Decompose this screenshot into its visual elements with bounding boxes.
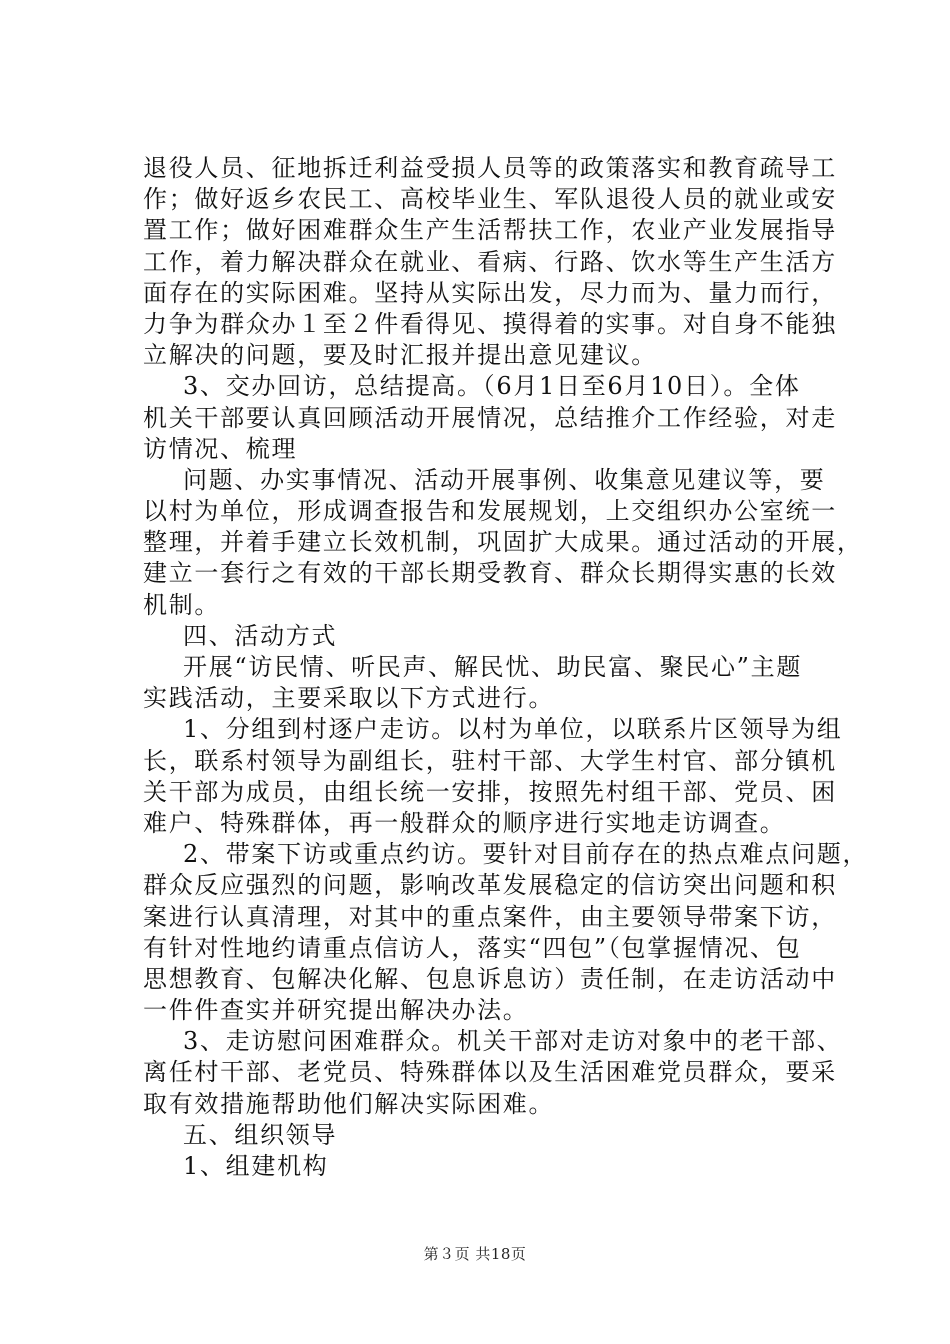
text-line: 面存在的实际困难。坚持从实际出发，尽力而为、量力而行， bbox=[143, 278, 837, 307]
text-line: 一件件查实并研究提出解决办法。 bbox=[143, 996, 529, 1025]
text-line: 机关干部要认真回顾活动开展情况，总结推介工作经验，对走 bbox=[143, 403, 837, 432]
text-line: 工作，着力解决群众在就业、看病、行路、饮水等生产生活方 bbox=[143, 247, 837, 276]
page-footer: 第３页 共18页 bbox=[423, 1245, 527, 1263]
text-line: 开展“访民情、听民声、解民忧、助民富、聚民心”主题 bbox=[183, 653, 803, 681]
text-line: 思想教育、包解决化解、包息诉息访）责任制，在走访活动中 bbox=[143, 964, 837, 993]
text-line: 1、分组到村逐户走访。以村为单位，以联系片区领导为组 bbox=[183, 715, 843, 744]
text-line: 3、交办回访，总结提高。（6月1日至6月10日）。全体 bbox=[183, 372, 801, 401]
text-line: 以村为单位，形成调查报告和发展规划，上交组织办公室统一 bbox=[143, 497, 837, 526]
document-body bbox=[143, 153, 869, 1182]
text-line: 四、活动方式 bbox=[183, 621, 338, 650]
text-line: 建立一套行之有效的干部长期受教育、群众长期得实惠的长效 bbox=[143, 559, 837, 588]
text-line: 长，联系村领导为副组长，驻村干部、大学生村官、部分镇机 bbox=[143, 746, 837, 775]
text-line: 群众反应强烈的问题，影响改革发展稳定的信访突出问题和积 bbox=[143, 871, 837, 900]
text-line: 访情况、梳理 bbox=[143, 434, 298, 463]
text-line: 整理，并着手建立长效机制，巩固扩大成果。通过活动的开展， bbox=[143, 528, 863, 557]
text-line: 作；做好返乡农民工、高校毕业生、军队退役人员的就业或安 bbox=[143, 185, 837, 214]
text-line: 有针对性地约请重点信访人，落实“四包”（包掌握情况、包 bbox=[143, 933, 802, 962]
text-line: 实践活动，主要采取以下方式进行。 bbox=[143, 684, 555, 713]
text-line: 退役人员、征地拆迁利益受损人员等的政策落实和教育疏导工 bbox=[143, 154, 837, 182]
text-line: 2、带案下访或重点约访。要针对目前存在的热点难点问题， bbox=[183, 840, 869, 869]
text-line: 关干部为成员，由组长统一安排，按照先村组干部、党员、困 bbox=[143, 777, 837, 806]
text-line: 3、走访慰问困难群众。机关干部对走访对象中的老干部、 bbox=[183, 1027, 843, 1056]
text-line: 立解决的问题，要及时汇报并提出意见建议。 bbox=[143, 341, 657, 370]
text-line: 置工作；做好困难群众生产生活帮扶工作，农业产业发展指导 bbox=[143, 216, 837, 245]
text-line: 问题、办实事情况、活动开展事例、收集意见建议等，要 bbox=[183, 465, 826, 494]
text-line: 机制。 bbox=[143, 590, 221, 619]
text-line: 案进行认真清理，对其中的重点案件，由主要领导带案下访， bbox=[143, 902, 837, 931]
text-line: 难户、特殊群体，再一般群众的顺序进行实地走访调查。 bbox=[143, 808, 786, 837]
text-line: 取有效措施帮助他们解决实际困难。 bbox=[143, 1089, 555, 1118]
text-line: 五、组织领导 bbox=[183, 1120, 338, 1149]
text-line: 力争为群众办１至２件看得见、摸得着的实事。对自身不能独 bbox=[143, 309, 837, 338]
text-line: 1、组建机构 bbox=[183, 1152, 329, 1180]
text-line: 离任村干部、老党员、特殊群体以及生活困难党员群众，要采 bbox=[143, 1058, 837, 1087]
